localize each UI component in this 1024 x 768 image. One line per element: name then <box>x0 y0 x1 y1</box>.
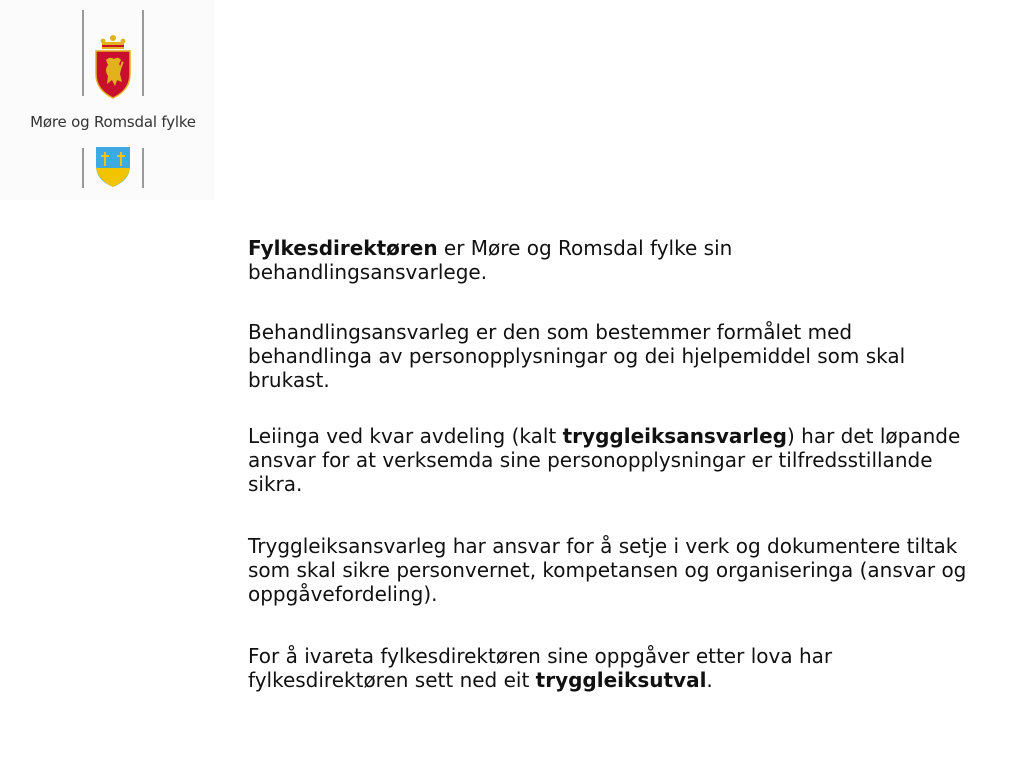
paragraph <box>248 236 968 284</box>
county-coat-of-arms-icon <box>95 146 131 188</box>
logo-divider <box>142 10 144 96</box>
county-logo <box>0 0 214 200</box>
logo-divider <box>142 148 144 188</box>
bold-term: Fylkesdirektøren <box>248 236 438 260</box>
paragraph-text: For å ivareta fylkesdirektøren sine oppgåver etter lova har fylkesdirektøren sett ned eit <box>248 644 833 692</box>
paragraph-text: Behandlingsansvarleg er den som bestemmer formålet med behandlinga av personopplysningar og dei hjelpemiddel som skal brukast. <box>248 320 906 392</box>
bold-term: tryggleiksansvarleg <box>562 424 787 448</box>
norway-coat-of-arms-icon <box>88 34 138 100</box>
paragraph-text: . <box>706 668 713 692</box>
logo-divider <box>82 148 84 188</box>
paragraph-text: Leiinga ved kvar avdeling (kalt <box>248 424 563 448</box>
bold-term: tryggleiksutval <box>535 668 707 692</box>
paragraph-text: Tryggleiksansvarleg har ansvar for å setje i verk og dokumentere tiltak som skal sikre personvernet, kompetansen og organiseringa (ansvar og oppgåvefordeling). <box>248 534 967 606</box>
paragraph <box>248 534 968 606</box>
paragraph-text: ) har det løpande ansvar for at verksemda sine personopplysningar er tilfredsstillande sikra. <box>248 424 961 496</box>
paragraph <box>248 644 968 692</box>
organization-name: Møre og Romsdal fylke <box>30 113 196 131</box>
paragraph <box>248 424 968 496</box>
paragraph <box>248 320 968 392</box>
paragraph-text: er Møre og Romsdal fylke sin behandlingsansvarlege. <box>248 236 733 284</box>
logo-divider <box>82 10 84 96</box>
